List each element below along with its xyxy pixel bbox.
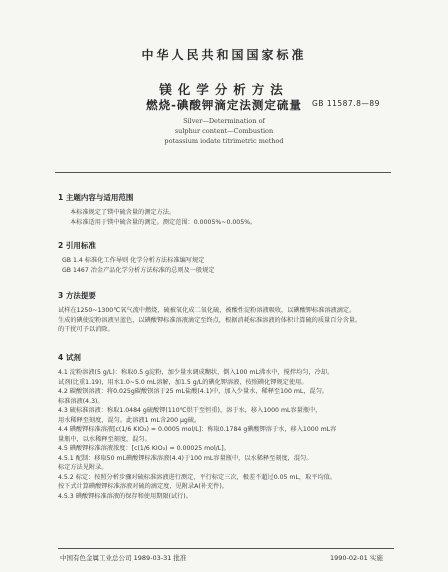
section-heading: 2 引用标准 bbox=[58, 241, 96, 250]
english-title-line-3: potassium iodate titrimetric method bbox=[164, 137, 284, 145]
section-text: GB 1.4 标准化工作导则 化学分析方法标准编写规定 GB 1467 冶金产品化学分析方法标准的总则及一般规定 bbox=[62, 257, 215, 274]
standard-header: 中华人民共和国国家标准 bbox=[141, 48, 307, 62]
document-subtitle: 燃烧-碘酸钾滴定法测定硫量 bbox=[146, 98, 302, 112]
footer-rule bbox=[58, 548, 394, 549]
section-text: 试样在1250~1300℃氧气流中燃烧，硫被氧化成二氧化硫，被酸性淀粉溶液吸收，以碘酸钾标准溶液滴定。 生成的碘使淀粉溶液呈蓝色，以碘酸钾标准溶液滴定至终点，根据消耗标准溶液的体积计算硫的质量百分含量。 的干扰可予以消除。 bbox=[58, 307, 362, 333]
approval-info: 中国有色金属工业总公司 1989-03-31 批准 bbox=[60, 554, 187, 562]
header-rule bbox=[55, 172, 391, 173]
implementation-date: 1990-02-01 实施 bbox=[330, 554, 383, 562]
section-heading: 4 试剂 bbox=[58, 353, 81, 362]
standard-code: GB 11587.8—89 bbox=[312, 99, 380, 108]
section-text: 4.1 淀粉溶液(5 g/L)：称取0.5 g淀粉，加少量水调成糊状，倒入100 mL沸水中，搅拌均匀，冷却。 试剂(比重1.19)，用水1.0~5.0 mL溶解，加1.5 g/L的碘化钾溶液，按照碘化钾规定使用。 4.2 碳酸钡溶液：将0.025g碳酸钡溶于25 mL盐酸(4.1)中，加入少量水，稀释至100 mL，混匀。 标准溶液(4.3)。 4.3 硫标准溶液：称取1.0484 g硫酸钾(110℃烘干至恒重)，溶于水，移入1000 mL容量瓶中， 用水稀释至刻度，混匀。此溶液1 mL含200 μg硫。 4.4 碘酸钾标准溶液[c(1/6 KIO₃) = 0.0005 mol/L]：称取0.1784 g碘酸钾溶于水，移入1000 mL容 量瓶中，以水稀释至刻度，混匀。 4.5 碘酸钾标准溶液浓度：[c(1/6 KIO₃) = 0.00025 mol/L]。 4.5.1 配制：移取50 mL碘酸钾标准溶液(4.4)于100 mL容量瓶中，以水稀释至刻度，混匀。 标定方法见附录。 4.5.2 标定：按照分析步骤对硫标准溶液进行测定，平行标定三次，极差不超过0.05 mL，取平均值。 按下式计算碘酸钾标准溶液对硫的滴定度，见附录A(补充件)。 4.5.3 碘酸钾标准溶液的保存和使用期限(试行)。 bbox=[58, 369, 337, 500]
section-heading: 3 方法提要 bbox=[58, 291, 96, 300]
english-title-line-2: sulphur content—Combustion bbox=[174, 127, 274, 135]
document-title: 镁化学分析方法 bbox=[159, 82, 289, 97]
english-title-line-1: Silver—Determination of bbox=[183, 117, 265, 125]
section-heading: 1 主题内容与适用范围 bbox=[58, 193, 134, 202]
section-text: 本标准规定了镁中硫含量的测定方法。 本标准适用于镁中硫含量的测定。测定范围：0.0005%~0.005%。 bbox=[70, 209, 257, 226]
